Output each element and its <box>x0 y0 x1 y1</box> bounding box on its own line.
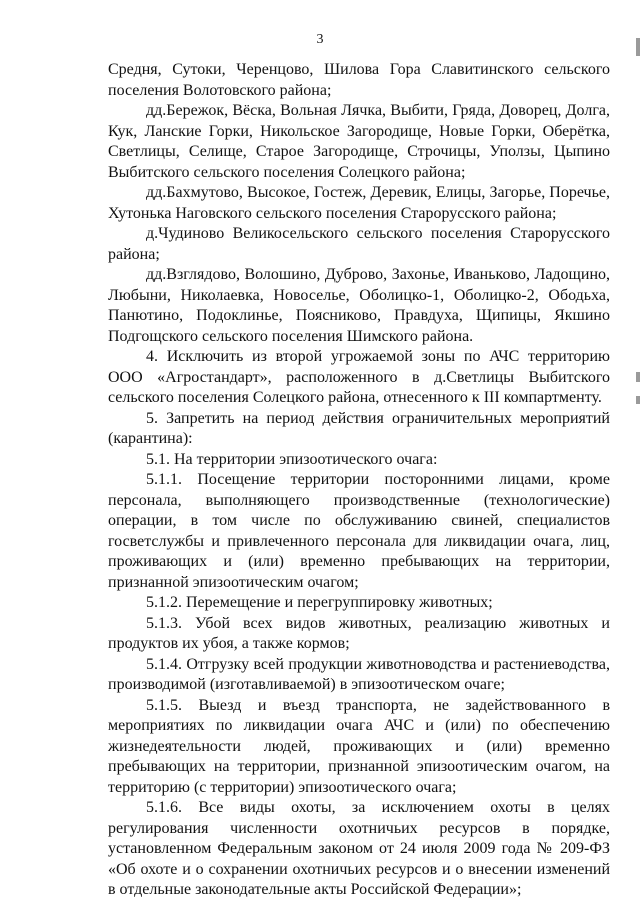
paragraph-villages-nagovsky: дд.Бахмутово, Высокое, Гостеж, Деревик, Елицы, Загорье, Поречье, Хутонька Наговского сельского поселения Старорусского района; <box>108 184 610 222</box>
clause-5-1-6: 5.1.6. Все виды охоты, за исключением охоты в целях регулирования численности охотничьих ресурсов в порядке, установленном Федеральным законом от 24 июля 2009 года № 209-ФЗ «Об охоте и о сохранении охотничьих ресурсов и о внесении изменений в отдельные законодательные акты Российской Федерации»; <box>108 799 610 898</box>
scan-edge-mark <box>636 372 640 382</box>
page-number: 3 <box>316 32 324 47</box>
clause-5-1-4: 5.1.4. Отгрузку всей продукции животноводства и растениеводства, производимой (изготавливаемой) в эпизоотическом очаге; <box>108 655 610 693</box>
document-body <box>108 60 610 901</box>
clause-5-1-2: 5.1.2. Перемещение и перегруппировку животных; <box>146 594 493 611</box>
paragraph-villages-volotovsky: Средня, Сутоки, Черенцово, Шилова Гора Славитинского сельского поселения Волотовского района; <box>108 61 610 99</box>
scan-edge-mark <box>636 38 640 56</box>
clause-5-1-1: 5.1.1. Посещение территории посторонними лицами, кроме персонала, выполняющего производственные (технологические) операции, в том числе по обслуживанию свиней, специалистов госветслужбы и привлеченного персонала для ликвидации очага, лиц, проживающих и (или) временно пребывающих на территории, признанной эпизоотическим очагом; <box>108 471 610 591</box>
paragraph-village-chudinovo: д.Чудиново Великосельского сельского поселения Старорусского района; <box>108 225 610 263</box>
clause-5-1: 5.1. На территории эпизоотического очага: <box>146 450 438 468</box>
scan-edge-mark <box>636 396 640 404</box>
clause-4: 4. Исключить из второй угрожаемой зоны по АЧС территорию ООО «Агростандарт», расположенного в д.Светлицы Выбитского сельского поселения Солецкого района, отнесенного к III компартменту. <box>108 348 610 406</box>
clause-5-1-3: 5.1.3. Убой всех видов животных, реализацию животных и продуктов их убоя, а также кормов; <box>108 614 610 652</box>
clause-5: 5. Запретить на период действия ограничительных мероприятий (карантина): <box>108 409 610 447</box>
paragraph-villages-podgoshchsky: дд.Взглядово, Волошино, Дуброво, Захонье, Иваньково, Ладощино, Любыни, Николаевка, Новоселье, Оболицко-1, Оболицко-2, Ободьха, Панютино, Подоклинье, Поясниково, Правдуха, Щипицы, Якшино Подгощского сельского поселения Шимского района. <box>108 266 610 345</box>
paragraph-villages-soletsky: дд.Бережок, Вёска, Вольная Лячка, Выбити, Гряда, Доворец, Долга, Кук, Ланские Горки, Никольское Загородище, Новые Горки, Оберётка, Светлицы, Селище, Старое Загородище, Строчицы, Уползы, Цыпино Выбитского сельского поселения Солецкого района; <box>108 102 610 181</box>
clause-5-1-5: 5.1.5. Выезд и въезд транспорта, не задействованного в мероприятиях по ликвидации очага АЧС и (или) по обеспечению жизнедеятельности людей, проживающих и (или) временно пребывающих на территории, признанной эпизоотическим очагом, на территорию (с территории) эпизоотического очага; <box>108 696 610 796</box>
